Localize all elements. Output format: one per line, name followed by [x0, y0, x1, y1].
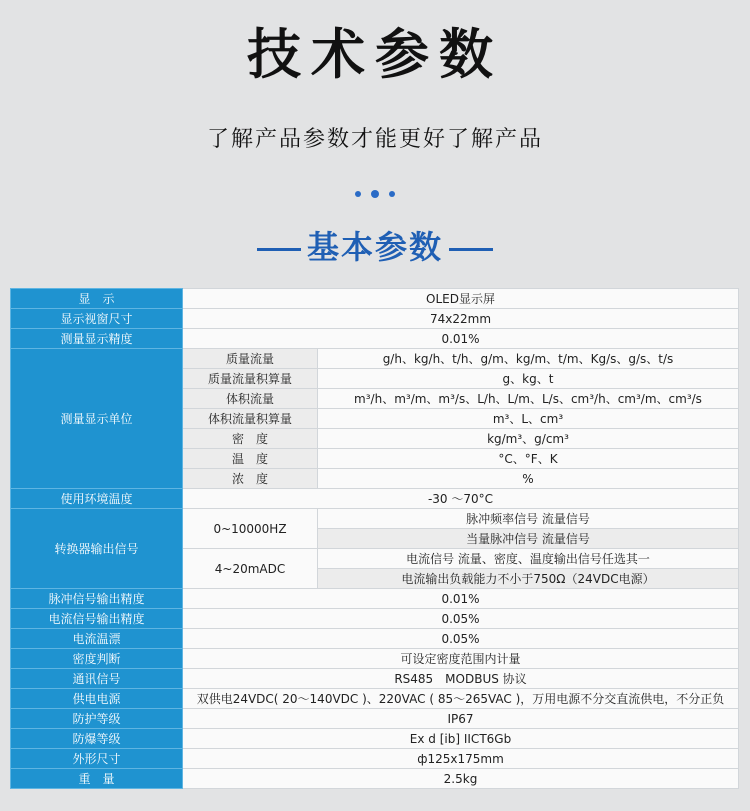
spec-table	[10, 288, 739, 789]
param-value: 0.05%	[183, 609, 739, 629]
section-heading	[0, 222, 750, 268]
param-value: 电流信号 流量、密度、温度输出信号任选其一	[318, 549, 739, 569]
sub-param-label: 体积流量积算量	[183, 409, 318, 429]
param-label: 显示视窗尺寸	[11, 309, 183, 329]
param-value: 可设定密度范围内计量	[183, 649, 739, 669]
table-row	[11, 489, 739, 509]
sub-param-label: 温 度	[183, 449, 318, 469]
param-value: 当量脉冲信号 流量信号	[318, 529, 739, 549]
param-label: 电流信号输出精度	[11, 609, 183, 629]
param-value: IP67	[183, 709, 739, 729]
table-row	[11, 309, 739, 329]
param-value: 脉冲频率信号 流量信号	[318, 509, 739, 529]
param-value: 0.01%	[183, 329, 739, 349]
heading-line-right	[449, 248, 493, 251]
param-value: 0.01%	[183, 589, 739, 609]
param-value: Ex d [ib] IICT6Gb	[183, 729, 739, 749]
param-label: 显 示	[11, 289, 183, 309]
sub-param-label: 0~10000HZ	[183, 509, 318, 549]
dot-icon	[371, 190, 379, 198]
table-row	[11, 649, 739, 669]
param-value: 电流输出负载能力不小于750Ω（24VDC电源）	[318, 569, 739, 589]
table-row	[11, 709, 739, 729]
param-label: 密度判断	[11, 649, 183, 669]
dot-icon	[355, 191, 361, 197]
table-row	[11, 729, 739, 749]
param-value: 2.5kg	[183, 769, 739, 789]
page-title: 技术参数	[247, 23, 503, 86]
table-row	[11, 749, 739, 769]
param-value: ф125x175mm	[183, 749, 739, 769]
param-label: 通讯信号	[11, 669, 183, 689]
param-value: kg/m³、g/cm³	[318, 429, 739, 449]
param-value: 0.05%	[183, 629, 739, 649]
param-label: 供电电源	[11, 689, 183, 709]
sub-param-label: 浓 度	[183, 469, 318, 489]
sub-param-label: 4~20mADC	[183, 549, 318, 589]
param-value: -30 ～70°C	[183, 489, 739, 509]
param-label: 外形尺寸	[11, 749, 183, 769]
param-value: RS485 MODBUS 协议	[183, 669, 739, 689]
param-label: 脉冲信号输出精度	[11, 589, 183, 609]
param-label: 重 量	[11, 769, 183, 789]
param-label: 电流温漂	[11, 629, 183, 649]
page-subtitle: 了解产品参数才能更好了解产品	[206, 127, 543, 152]
param-label: 测量显示单位	[11, 349, 183, 489]
param-value: m³/h、m³/m、m³/s、L/h、L/m、L/s、cm³/h、cm³/m、cm³/s	[318, 389, 739, 409]
param-label: 防爆等级	[11, 729, 183, 749]
table-row	[11, 669, 739, 689]
table-row	[11, 349, 739, 369]
sub-param-label: 体积流量	[183, 389, 318, 409]
table-row	[11, 629, 739, 649]
sub-param-label: 密 度	[183, 429, 318, 449]
param-value: OLED显示屏	[183, 289, 739, 309]
sub-param-label: 质量流量积算量	[183, 369, 318, 389]
table-row	[11, 689, 739, 709]
param-label: 防护等级	[11, 709, 183, 729]
param-label: 测量显示精度	[11, 329, 183, 349]
param-value: °C、°F、K	[318, 449, 739, 469]
table-row	[11, 609, 739, 629]
decorative-dots	[0, 183, 750, 202]
table-row	[11, 589, 739, 609]
param-value: g、kg、t	[318, 369, 739, 389]
param-value: g/h、kg/h、t/h、g/m、kg/m、t/m、Kg/s、g/s、t/s	[318, 349, 739, 369]
param-label: 使用环境温度	[11, 489, 183, 509]
param-value: 74x22mm	[183, 309, 739, 329]
table-row	[11, 769, 739, 789]
table-row	[11, 509, 739, 529]
param-value: 双供电24VDC( 20～140VDC )、220VAC ( 85～265VAC )，万用电源不分交直流供电，不分正负	[183, 689, 739, 709]
table-row	[11, 329, 739, 349]
param-value: m³、L、cm³	[318, 409, 739, 429]
heading-line-left	[257, 248, 301, 251]
sub-param-label: 质量流量	[183, 349, 318, 369]
section-title: 基本参数	[306, 228, 443, 266]
param-value: %	[318, 469, 739, 489]
dot-icon	[389, 191, 395, 197]
param-label: 转换器输出信号	[11, 509, 183, 589]
table-row	[11, 289, 739, 309]
